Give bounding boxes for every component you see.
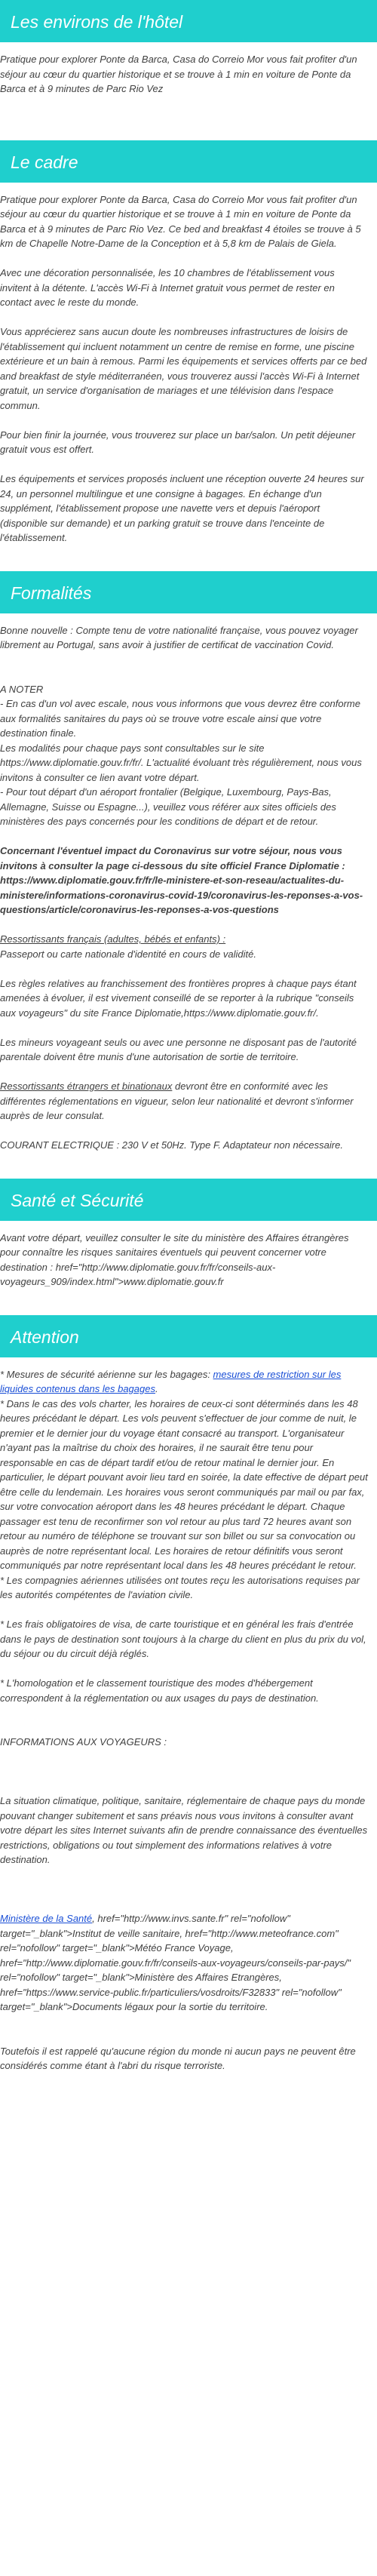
cadre-paragraph: Pratique pour explorer Ponte da Barca, Casa do Correio Mor vous fait profiter d'un séjour au cœur du quartier historique et se trouve à 1 min en voiture de Ponte da Barca et à 9 minutes de Parc Rio Vez. Ce bed and breakfast 4 étoiles se trouve à 5 km de Chapelle Notre-Dame de la Conception et à 5,8 km de Palais de Giela. xyxy=(0,193,361,249)
charter-flights-text: * Dans le cas des vols charter, les horaires de ceux-ci sont déterminés dans les 48 heures précédant le départ. Les vols peuvent s'effectuer de jour comme de nuit, le premier et le dernier jour du voyage étant consacré au transport. L'organisateur n'ayant pas la maîtrise du choix des horaires, il ne saurait être tenu pour responsable en cas de départ tardif et/ou de retour matinal le dernier jour. En particulier, le départ pouvant avoir lieu tard en soirée, la date effective de départ peut être celle du lendemain. Les horaires vous seront communiqués par mail ou par fax, sur votre convocation aéroport dans les 48 heures précédant le départ. Chaque passager est tenu de reconfirmer son vol retour au plus tard 72 heures avant son retour au numéro de téléphone se trouvant sur son billet ou sur sa convocation ou auprès de notre représentant local. Les horaires de retour définitifs vous seront communiqués par notre représentant local dans les 48 heures précédant le retour. xyxy=(0,1397,368,1571)
section-attention xyxy=(0,1315,377,2073)
useful-links-paragraph xyxy=(0,1911,368,2015)
ministry-health-link[interactable]: Ministère de la Santé xyxy=(0,1913,93,1924)
baggage-measures xyxy=(0,1367,368,1397)
section-title-formalites: Formalités xyxy=(0,571,377,613)
terrorism-notice: Toutefois il est rappelé qu'aucune région du monde ni aucun pays ne peuvent être considérés comme étant à l'abri du risque terroriste. xyxy=(0,2045,356,2071)
section-title-sante: Santé et Sécurité xyxy=(0,1179,377,1221)
sante-text: Avant votre départ, veuillez consulter le site du ministère des Affaires étrangères pour connaître les risques sanitaires éventuels qui peuvent concerner votre destination : href="http://www.diplomatie.gouv.fr/fr/conseils-aux-voyageurs_909/index.html">www.diplomatie.gouv.fr xyxy=(0,1231,349,1287)
section-sante xyxy=(0,1179,377,1290)
section-environs xyxy=(0,0,377,97)
foreign-nationals-paragraph xyxy=(0,1079,368,1124)
situation-text: La situation climatique, politique, sanitaire, réglementaire de chaque pays du monde pouvant changer subitement et sans préavis nous vous invitons à consulter avant votre départ les sites Internet suivants afin de prendre connaissance des éventuelles restrictions, obligations ou tout simplement des informations relatives à votre destination. xyxy=(0,1795,368,1865)
section-content-attention xyxy=(0,1367,377,2073)
section-content-formalites xyxy=(0,623,377,1153)
homologation-text: * L'homologation et le classement touristique des modes d'hébergement correspondent à la réglementation ou aux usages du pays de destination. xyxy=(0,1677,319,1704)
electric-info: COURANT ELECTRIQUE : 230 V et 50Hz. Type F. Adaptateur non nécessaire. xyxy=(0,1139,343,1151)
note-heading: A NOTER xyxy=(0,683,44,695)
section-content-environs xyxy=(0,52,377,97)
section-formalites xyxy=(0,571,377,1153)
cadre-paragraph: Pour bien finir la journée, vous trouverez sur place un bar/salon. Un petit déjeuner gratuit vous est offert. xyxy=(0,429,356,455)
baggage-suffix: . xyxy=(155,1383,158,1394)
covid-notice: Concernant l'éventuel impact du Coronavirus sur votre séjour, nous vous invitons à consulter la page ci-dessous du site officiel France Diplomatie : https://www.diplomatie.gouv.fr/fr/le-ministere-et-son-reseau/actualites-du-ministere/informations-coronavirus-covid-19/coronavirus-les-reponses-a-vos-questions/article/coronavirus-les-reponses-a-vos-questions xyxy=(0,845,363,915)
foreign-nationals-text: devront être en conformité avec les différentes réglementations en vigueur, selon leur nationalité et devront s'informer auprès de leur consulat. xyxy=(0,1081,354,1121)
cadre-paragraph: Vous apprécierez sans aucun doute les nombreuses infrastructures de loisirs de l'établissement qui incluent notamment un centre de remise en forme, une piscine extérieure et un bain à remous. Parmi les équipements et services offerts par ce bed and breakfast de style méditerranéen, vous trouverez aussi l'accès Wi-Fi à Internet gratuit, un service d'organisation de mariages et une télévision dans l'espace commun. xyxy=(0,326,367,411)
foreign-nationals-heading: Ressortissants étrangers et binationaux xyxy=(0,1081,173,1092)
note-line: - En cas d'un vol avec escale, nous vous informons que vous devrez être conforme aux formalités sanitaires du pays où se trouve votre escale ainsi que votre destination finale. xyxy=(0,698,360,739)
note-line: - Pour tout départ d'un aéroport frontalier (Belgique, Luxembourg, Pays-Bas, Allemagne, Suisse ou Espagne...), veuillez vous référer aux sites officiels des ministères des pays concernés pour les conditions de départ et de retour. xyxy=(0,786,336,827)
section-title-cadre: Le cadre xyxy=(0,140,377,183)
environs-text: Pratique pour explorer Ponte da Barca, Casa do Correio Mor vous fait profiter d'un séjour au cœur du quartier historique et se trouve à 1 min en voiture de Ponte da Barca et à 9 minutes de Parc Rio Vez xyxy=(0,54,357,94)
baggage-restriction-link[interactable]: mesures de restriction sur les liquides contenus dans les bagages xyxy=(0,1368,342,1394)
fees-text: * Les frais obligatoires de visa, de carte touristique et en général les frais d'entrée dans le pays de destination sont toujours à la charge du client en plus du prix du vol, du séjour ou du circuit déjà réglés. xyxy=(0,1618,366,1659)
french-nationals-heading: Ressortissants français (adultes, bébés et enfants) : xyxy=(0,933,226,945)
airlines-text: * Les compagnies aériennes utilisées ont toutes reçu les autorisations requises par les autorités compétentes de l'aviation civile. xyxy=(0,1574,360,1600)
baggage-prefix: * Mesures de sécurité aérienne sur les bagages: xyxy=(0,1368,213,1380)
minors-text: Les mineurs voyageant seuls ou avec une personne ne disposant pas de l'autorité parentale doivent être munis d'une autorisation de sortie de territoire. xyxy=(0,1036,357,1062)
cadre-paragraph: Avec une décoration personnalisée, les 10 chambres de l'établissement vous invitent à la détente. L'accès Wi-Fi à Internet gratuit vous permet de rester en contact avec le reste du monde. xyxy=(0,267,335,308)
french-nationals-text: Passeport ou carte nationale d'identité en cours de validité. xyxy=(0,948,256,960)
note-line: Les modalités pour chaque pays sont consultables sur le site https://www.diplomatie.gouv.fr/fr/. L'actualité évoluant très régulièrement, nous vous invitons à consulter ce lien avant votre départ. xyxy=(0,742,362,783)
formalites-intro: Bonne nouvelle : Compte tenu de votre nationalité française, vous pouvez voyager librement au Portugal, sans avoir à justifier de certificat de vaccination Covid. xyxy=(0,624,358,650)
section-cadre xyxy=(0,140,377,546)
section-content-sante xyxy=(0,1231,377,1290)
traveller-info-heading: INFORMATIONS AUX VOYAGEURS : xyxy=(0,1736,167,1748)
section-title-attention: Attention xyxy=(0,1315,377,1357)
border-rules-text: Les règles relatives au franchissement des frontières propres à chaque pays étant amenées à évoluer, il est vivement conseillé de se reporter à la rubrique "conseils aux voyageurs" du site France Diplomatie,https://www.diplomatie.gouv.fr/. xyxy=(0,977,357,1019)
cadre-paragraph: Les équipements et services proposés incluent une réception ouverte 24 heures sur 24, un personnel multilingue et une consigne à bagages. En échange d'un supplément, l'établissement propose une navette vers et depuis l'aéroport (disponible sur demande) et un parking gratuit se trouve dans l'enceinte de l'établissement. xyxy=(0,473,364,543)
section-title-environs: Les environs de l'hôtel xyxy=(0,0,377,42)
useful-links-text: , href="http://www.invs.sante.fr" rel="nofollow" target="_blank">Institut de veille sanitaire, href="http://www.meteofrance.com" rel="nofollow" target="_blank">Météo France Voyage, href="http://www.diplomatie.gouv.fr/fr/conseils-aux-voyageurs/conseils-par-pays/" rel="nofollow" target="_blank">Ministère des Affaires Etrangères, href="https://www.service-public.fr/particuliers/vosdroits/F32833" rel="nofollow" target="_blank">Documents légaux pour la sortie du territoire. xyxy=(0,1913,351,2012)
section-content-cadre xyxy=(0,192,377,546)
